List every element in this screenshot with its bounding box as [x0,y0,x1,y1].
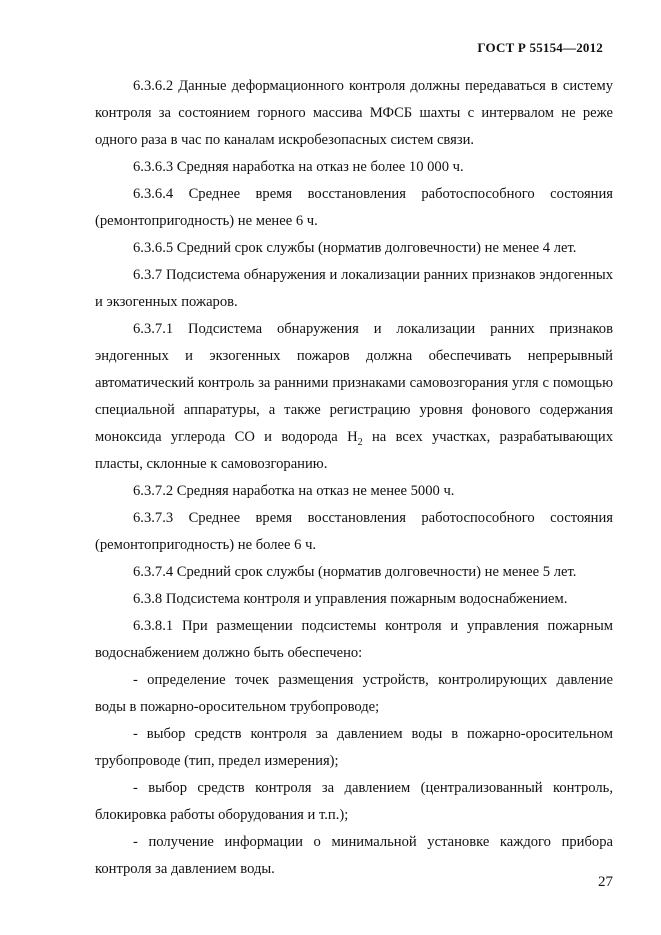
page-number: 27 [598,874,613,890]
paragraph-6-3-6-4: 6.3.6.4 Среднее время восстановления работоспособного состояния (ремонтопригодность) не менее 6 ч. [95,186,613,229]
paragraph-6-3-7-4: 6.3.7.4 Средний срок службы (норматив долговечности) не менее 5 лет. [133,564,577,580]
paragraph-6-3-7-1-text-end: на всех участках, разрабатывающих пласты, склонные к самовозгоранию. [95,429,613,472]
paragraph-6-3-6-2: 6.3.6.2 Данные деформационного контроля должны передаваться в систему контроля за состоянием горного массива МФСБ шахты с интервалом не реже одного раза в час по каналам искробезопасных систем связи. [95,78,613,148]
paragraph-6-3-7-1 [95,316,613,478]
hydrogen-subscript: 2 [357,436,363,448]
paragraph-6-3-6-5: 6.3.6.5 Средний срок службы (норматив долговечности) не менее 4 лет. [133,240,577,256]
document-standard-header: ГОСТ Р 55154—2012 [477,40,603,55]
list-item-pressure-control: - выбор средств контроля за давлением (централизованный контроль, блокировка работы оборудования и т.п.); [95,780,613,823]
paragraph-6-3-8: 6.3.8 Подсистема контроля и управления пожарным водоснабжением. [133,591,568,607]
paragraph-6-3-6-3: 6.3.6.3 Средняя наработка на отказ не более 10 000 ч. [133,159,464,175]
list-item-minimum-setting: - получение информации о минимальной установке каждого прибора контроля за давлением воды. [95,834,613,877]
paragraph-6-3-7: 6.3.7 Подсистема обнаружения и локализации ранних признаков эндогенных и экзогенных пожаров. [95,267,613,310]
paragraph-6-3-7-2: 6.3.7.2 Средняя наработка на отказ не менее 5000 ч. [133,483,455,499]
document-body [95,73,613,883]
list-item-pressure-devices: - выбор средств контроля за давлением воды в пожарно-оросительном трубопроводе (тип, предел измерения); [95,726,613,769]
paragraph-6-3-7-1-text: 6.3.7.1 Подсистема обнаружения и локализации ранних признаков эндогенных и экзогенных пожаров должна обеспечивать непрерывный автоматический контроль за ранними признаками самовозгорания угля с помощью специальной аппаратуры, а также регистрацию уровня фонового содержания моноксида углерода СО и водорода Н [95,321,613,445]
list-item-measurement-points: - определение точек размещения устройств, контролирующих давление воды в пожарно-оросительном трубопроводе; [95,672,613,715]
paragraph-6-3-7-3: 6.3.7.3 Среднее время восстановления работоспособного состояния (ремонтопригодность) не более 6 ч. [95,510,613,553]
paragraph-6-3-8-1: 6.3.8.1 При размещении подсистемы контроля и управления пожарным водоснабжением должно быть обеспечено: [95,618,613,661]
